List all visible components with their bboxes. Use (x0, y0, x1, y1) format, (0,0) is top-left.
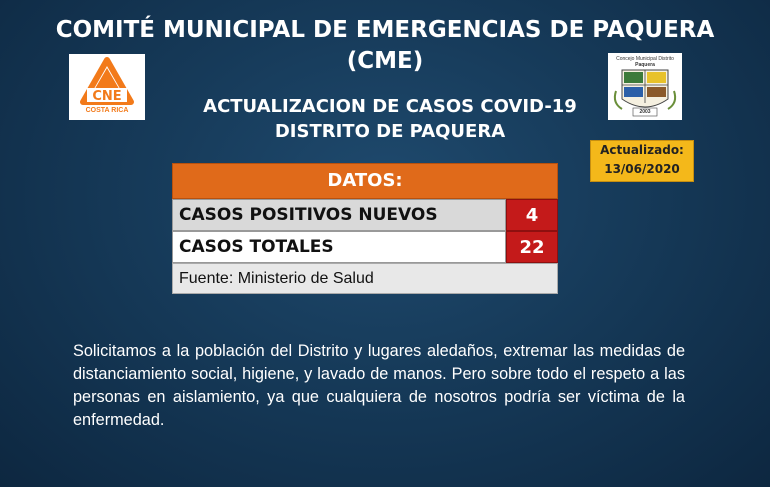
seal-top-text: Concejo Municipal Distrito (616, 56, 674, 62)
cne-logo-caption: COSTA RICA (85, 107, 129, 114)
cne-logo (69, 54, 145, 120)
table-header: DATOS: (172, 163, 558, 199)
updated-date: 13/06/2020 (604, 162, 680, 176)
total-cases-label: CASOS TOTALES (172, 231, 506, 263)
total-cases-value: 22 (506, 231, 558, 263)
updated-badge (590, 140, 694, 182)
updated-label: Actualizado: (600, 143, 684, 157)
seal-name: Paquera (635, 62, 655, 68)
subtitle-district: DISTRITO DE PAQUERA (274, 121, 506, 142)
seal-year: 2003 (639, 109, 651, 115)
table-row (172, 231, 558, 263)
data-table (172, 163, 558, 294)
table-row (172, 199, 558, 231)
advisory-message: Solicitamos a la población del Distrito y lugares aledaños, extremar las medidas de distanciamiento social, higiene, y lavado de manos. Pero sobre todo el respeto a las personas en aislamiento, ya que cualquiera de nosotros podría ser víctima de la enfermedad. (73, 342, 685, 429)
new-cases-value: 4 (506, 199, 558, 231)
page-title: COMITÉ MUNICIPAL DE EMERGENCIAS DE PAQUERA (55, 17, 715, 43)
cne-logo-text: CNE (92, 89, 122, 104)
table-source: Fuente: Ministerio de Salud (172, 263, 558, 294)
page-title-acronym: (CME) (346, 48, 424, 74)
subtitle-covid-update: ACTUALIZACION DE CASOS COVID-19 (203, 96, 577, 117)
new-cases-label: CASOS POSITIVOS NUEVOS (172, 199, 506, 231)
